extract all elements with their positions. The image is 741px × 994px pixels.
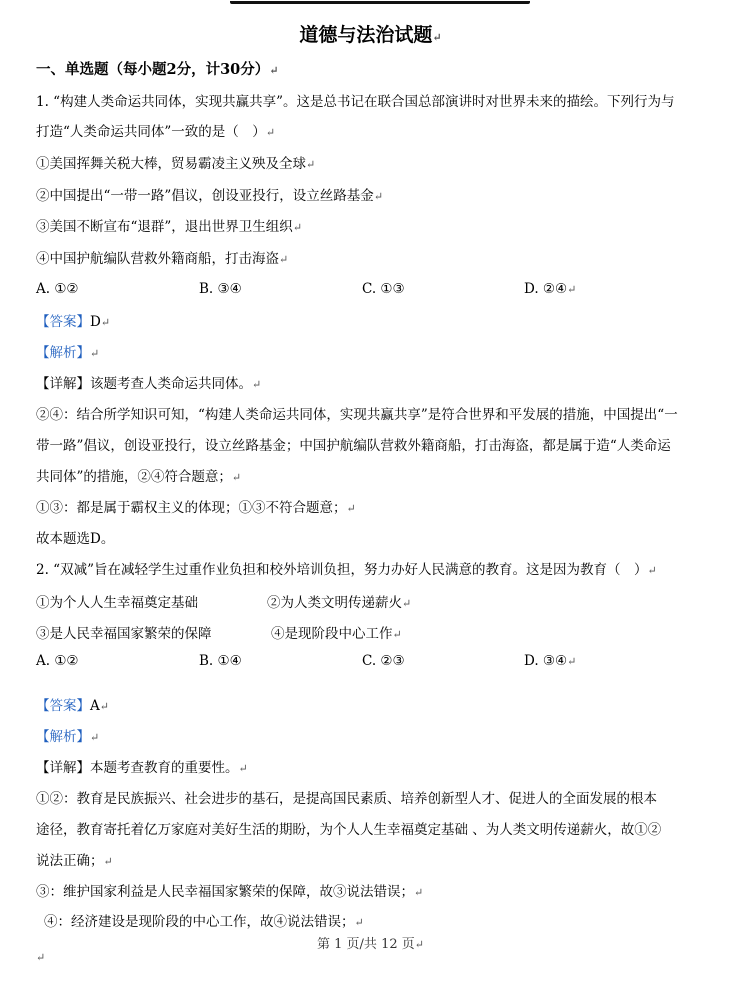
page-footer: 第 1 页/共 12 页↵ (317, 937, 424, 952)
q2-detail-3: 途径，教育寄托着亿万家庭对美好生活的期盼，为个人人生幸福奠定基础 、为人类文明传递薪火，故①② (36, 822, 662, 838)
paragraph-mark: ↵ (36, 951, 46, 964)
page-title: 道德与法治试题↵ (299, 24, 442, 46)
q1-option-c: C. ①③ (362, 281, 405, 297)
q2-option-d: D. ③④↵ (524, 653, 577, 669)
q1-item-2: ②中国提出“一带一路”倡议，创设亚投行，设立丝路基金↵ (36, 188, 384, 204)
q2-analysis-tag: 【解析】↵ (36, 729, 100, 745)
q1-answer: 【答案】D↵ (36, 314, 111, 330)
q2-detail-5: ③：维护国家利益是人民幸福国家繁荣的保障，故③说法错误；↵ (36, 884, 424, 900)
q2-detail-2: ①②：教育是民族振兴、社会进步的基石，是提高国民素质、培养创新型人才、促进人的全面发展的根本 (36, 791, 657, 807)
q1-option-d: D. ②④↵ (524, 281, 577, 297)
q1-detail-4: 共同体”的措施，②④符合题意；↵ (36, 469, 242, 485)
q1-item-4: ④中国护航编队营救外籍商船，打击海盗↵ (36, 251, 289, 267)
section-heading: 一、单选题（每小题2分，计30分）↵ (36, 61, 279, 78)
q2-detail-4: 说法正确；↵ (36, 853, 113, 869)
q2-detail-1: 【详解】本题考查教育的重要性。↵ (36, 760, 248, 776)
q2-detail-6: ④：经济建设是现阶段的中心工作，故④说法错误；↵ (44, 914, 364, 930)
q1-option-a: A. ①② (36, 281, 79, 297)
q1-detail-3: 带一路”倡议，创设亚投行，设立丝路基金；中国护航编队营救外籍商船，打击海盗，都是属于造“人类命运 (36, 438, 671, 454)
q1-stem-line2: 打造“人类命运共同体”一致的是（ ）↵ (36, 124, 276, 140)
q2-option-c: C. ②③ (362, 653, 405, 669)
q1-stem-line1: 1. “构建人类命运共同体，实现共赢共享”。这是总书记在联合国总部演讲时对世界未来的描绘。下列行为与 (36, 94, 675, 110)
q1-option-b: B. ③④ (199, 281, 242, 297)
q1-detail-5: ①③：都是属于霸权主义的体现；①③不符合题意；↵ (36, 500, 356, 516)
q2-item-1: ①为个人人生幸福奠定基础 (36, 595, 198, 611)
q1-item-3: ③美国不断宣布“退群”，退出世界卫生组织↵ (36, 219, 303, 235)
cropped-header-line (230, 0, 530, 6)
q2-option-b: B. ①④ (199, 653, 242, 669)
q2-option-a: A. ①② (36, 653, 79, 669)
q1-analysis-tag: 【解析】↵ (36, 345, 100, 361)
q1-detail-2: ②④：结合所学知识可知，“构建人类命运共同体，实现共赢共享”是符合世界和平发展的措施，中国提出“一 (36, 407, 678, 423)
q2-item-4: ④是现阶段中心工作↵ (271, 626, 402, 642)
q2-item-2: ②为人类文明传递薪火↵ (267, 595, 412, 611)
q2-stem: 2. “双减”旨在减轻学生过重作业负担和校外培训负担，努力办好人民满意的教育。这是因为教育（ ）↵ (36, 562, 657, 578)
q1-item-1: ①美国挥舞关税大棒，贸易霸凌主义殃及全球↵ (36, 156, 316, 172)
q1-detail-6: 故本题选D。 (36, 531, 115, 547)
q1-detail-1: 【详解】该题考查人类命运共同体。↵ (36, 376, 262, 392)
q2-answer: 【答案】A↵ (36, 698, 109, 714)
q2-item-3: ③是人民幸福国家繁荣的保障 (36, 626, 212, 642)
